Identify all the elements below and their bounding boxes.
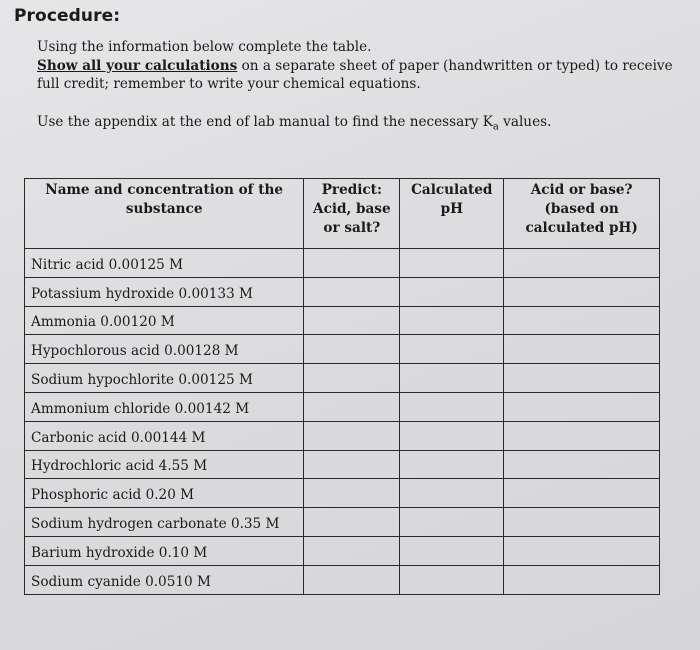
header-line: calculated pH)	[525, 220, 638, 236]
acid-or-base-cell[interactable]	[504, 364, 660, 393]
table-row	[25, 364, 660, 393]
predict-cell[interactable]	[304, 249, 400, 278]
calculated-ph-cell[interactable]	[400, 277, 504, 306]
instructions-line-2-rest: on a separate sheet of paper (handwritten or typed) to receive full credit; remember to write your chemical equations.	[37, 57, 673, 92]
table-row	[25, 536, 660, 565]
substance-name-cell: Nitric acid 0.00125 M	[25, 249, 304, 278]
acid-or-base-cell[interactable]	[504, 536, 660, 565]
substance-name-cell: Sodium hydrogen carbonate 0.35 M	[25, 508, 304, 537]
header-line: Acid, base	[313, 201, 391, 217]
predict-cell[interactable]	[304, 536, 400, 565]
instructions-paragraph	[37, 38, 677, 94]
predict-cell[interactable]	[304, 392, 400, 421]
predict-cell[interactable]	[304, 364, 400, 393]
calculated-ph-cell[interactable]	[400, 306, 504, 335]
calculated-ph-cell[interactable]	[400, 565, 504, 594]
acid-or-base-cell[interactable]	[504, 421, 660, 450]
substance-name-cell: Hypochlorous acid 0.00128 M	[25, 335, 304, 364]
table-row	[25, 421, 660, 450]
table-row	[25, 335, 660, 364]
table-row	[25, 392, 660, 421]
predict-cell[interactable]	[304, 450, 400, 479]
header-line: Name and concentration of the	[45, 182, 284, 198]
acid-or-base-cell[interactable]	[504, 335, 660, 364]
instructions-line-2	[37, 57, 677, 94]
predict-cell[interactable]	[304, 508, 400, 537]
predict-cell[interactable]	[304, 277, 400, 306]
table-row	[25, 479, 660, 508]
header-line: or salt?	[323, 220, 381, 236]
predict-cell[interactable]	[304, 421, 400, 450]
substance-name-cell: Ammonium chloride 0.00142 M	[25, 392, 304, 421]
calculated-ph-cell[interactable]	[400, 392, 504, 421]
header-predict	[304, 179, 400, 249]
header-name-concentration	[25, 179, 304, 249]
ka-subscript: a	[492, 121, 499, 133]
calculated-ph-cell[interactable]	[400, 450, 504, 479]
calculated-ph-cell[interactable]	[400, 536, 504, 565]
table-row	[25, 277, 660, 306]
acid-base-table	[24, 178, 660, 595]
acid-or-base-cell[interactable]	[504, 479, 660, 508]
header-line: pH	[440, 201, 463, 217]
substance-name-cell: Sodium cyanide 0.0510 M	[25, 565, 304, 594]
table-header-row	[25, 179, 660, 249]
substance-name-cell: Ammonia 0.00120 M	[25, 306, 304, 335]
predict-cell[interactable]	[304, 306, 400, 335]
substance-name-cell: Phosphoric acid 0.20 M	[25, 479, 304, 508]
calculated-ph-cell[interactable]	[400, 364, 504, 393]
header-line: Predict:	[321, 182, 382, 198]
substance-name-cell: Barium hydroxide 0.10 M	[25, 536, 304, 565]
predict-cell[interactable]	[304, 479, 400, 508]
acid-or-base-cell[interactable]	[504, 249, 660, 278]
substance-name-cell: Hydrochloric acid 4.55 M	[25, 450, 304, 479]
table-row	[25, 450, 660, 479]
acid-or-base-cell[interactable]	[504, 565, 660, 594]
substance-name-cell: Potassium hydroxide 0.00133 M	[25, 277, 304, 306]
table-row	[25, 508, 660, 537]
appendix-note	[37, 113, 677, 137]
substance-name-cell: Sodium hypochlorite 0.00125 M	[25, 364, 304, 393]
acid-or-base-cell[interactable]	[504, 392, 660, 421]
acid-or-base-cell[interactable]	[504, 277, 660, 306]
acid-or-base-cell[interactable]	[504, 306, 660, 335]
instructions-line-1: Using the information below complete the table.	[37, 39, 372, 55]
acid-or-base-cell[interactable]	[504, 508, 660, 537]
header-line: substance	[125, 201, 203, 217]
appendix-text: Use the appendix at the end of lab manual to find the necessary K	[37, 114, 493, 130]
header-line: (based on	[544, 201, 619, 217]
predict-cell[interactable]	[304, 335, 400, 364]
appendix-text-end: values.	[498, 114, 552, 130]
table-row	[25, 306, 660, 335]
header-calculated-ph	[400, 179, 504, 249]
predict-cell[interactable]	[304, 565, 400, 594]
calculated-ph-cell[interactable]	[400, 335, 504, 364]
procedure-heading: Procedure:	[14, 6, 121, 26]
header-acid-or-base	[504, 179, 660, 249]
table-row	[25, 565, 660, 594]
calculated-ph-cell[interactable]	[400, 249, 504, 278]
calculated-ph-cell[interactable]	[400, 479, 504, 508]
acid-or-base-cell[interactable]	[504, 450, 660, 479]
header-line: Calculated	[411, 182, 493, 198]
show-calculations-emphasis: Show all your calculations	[37, 57, 238, 74]
substance-name-cell: Carbonic acid 0.00144 M	[25, 421, 304, 450]
calculated-ph-cell[interactable]	[400, 508, 504, 537]
header-line: Acid or base?	[530, 182, 633, 198]
calculated-ph-cell[interactable]	[400, 421, 504, 450]
table-body	[25, 249, 660, 595]
table-row	[25, 249, 660, 278]
